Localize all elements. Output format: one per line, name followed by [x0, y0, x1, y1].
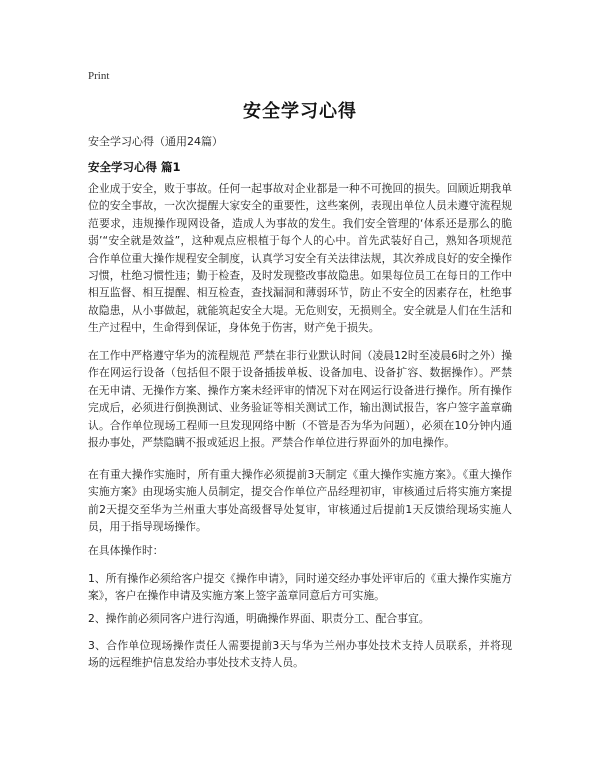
list-item: 2、操作前必须同客户进行沟通，明确操作界面、职责分工、配合事宜。 [88, 612, 430, 625]
paragraph: 企业成于安全，败于事故。任何一起事故对企业都是一种不可挽回的损失。回顾近期我单位的安全事故，一次次提醒大家安全的重要性，这些案例，表现出单位人员未遵守流程规范要求，违规操作现网设备，造成人为事故的发生。我们安全管理的‘体系还是那么的脆弱’“安全就是效益”，这种观点应根植于每个人的心中。首先武装好自己，熟知各项规范合作单位重大操作规程安全制度，认真学习安全有关法律法规，其次养成良好的安全操作习惯，杜绝习惯性违；勤于检查，及时发现整改事故隐患。如果每位员工在每日的工作中相互监督、相互提醒、相互检查，查找漏洞和薄弱环节，防止不安全的因素存在，杜绝事故隐患，从小事做起，就能筑起安全大堤。无危则安，无损则全。安全就是人们在生活和生产过程中，生命得到保证，身体免于伤害，财产免于损失。 [88, 182, 512, 335]
list-item: 3、合作单位现场操作责任人需要提前3天与华为兰州办事处技术支持人员联系，并将现场的远程维护信息发给办事处技术支持人员。 [88, 639, 512, 670]
paragraph: 在有重大操作实施时，所有重大操作必须提前3天制定《重大操作实施方案》。《重大操作实施方案》由现场实施人员制定，提交合作单位产品经理初审，审核通过后将实施方案提前2天提交至华为兰州重大事处高级督导处复审，审核通过后提前1天反馈给现场实施人员，用于指导现场操作。 [88, 468, 512, 534]
list-item: 1、所有操作必须给客户提交《操作申请》，同时递交经办事处评审后的《重大操作实施方案》，客户在操作申请及实施方案上签字盖章同意后方可实施。 [88, 572, 512, 603]
section-heading: 安全学习心得 篇1 [88, 160, 181, 174]
paragraph: 在工作中严格遵守华为的流程规范 严禁在非行业默认时间（凌晨12时至凌晨6时之外）操作在网运行设备（包括但不限于设备插拔单板、设备加电、设备扩容、数据操作）。严禁在无申请、无操作方案、操作方案未经评审的情况下对在网运行设备进行操作。所有操作完成后，必须进行倒换测试、业务验证等相关测试工作，输出测试报告，客户签字盖章确认。合作单位现场工程师一旦发现网络中断（不管是否为华为问题），必须在10分钟内通报办事处，严禁隐瞒不报或延迟上报。严禁合作单位进行界面外的加电操作。 [88, 349, 512, 450]
print-link[interactable]: Print [88, 70, 110, 82]
paragraph: 在具体操作时： [88, 544, 164, 557]
document-subtitle: 安全学习心得（通用24篇） [88, 135, 223, 148]
page-title: 安全学习心得 [243, 101, 357, 122]
